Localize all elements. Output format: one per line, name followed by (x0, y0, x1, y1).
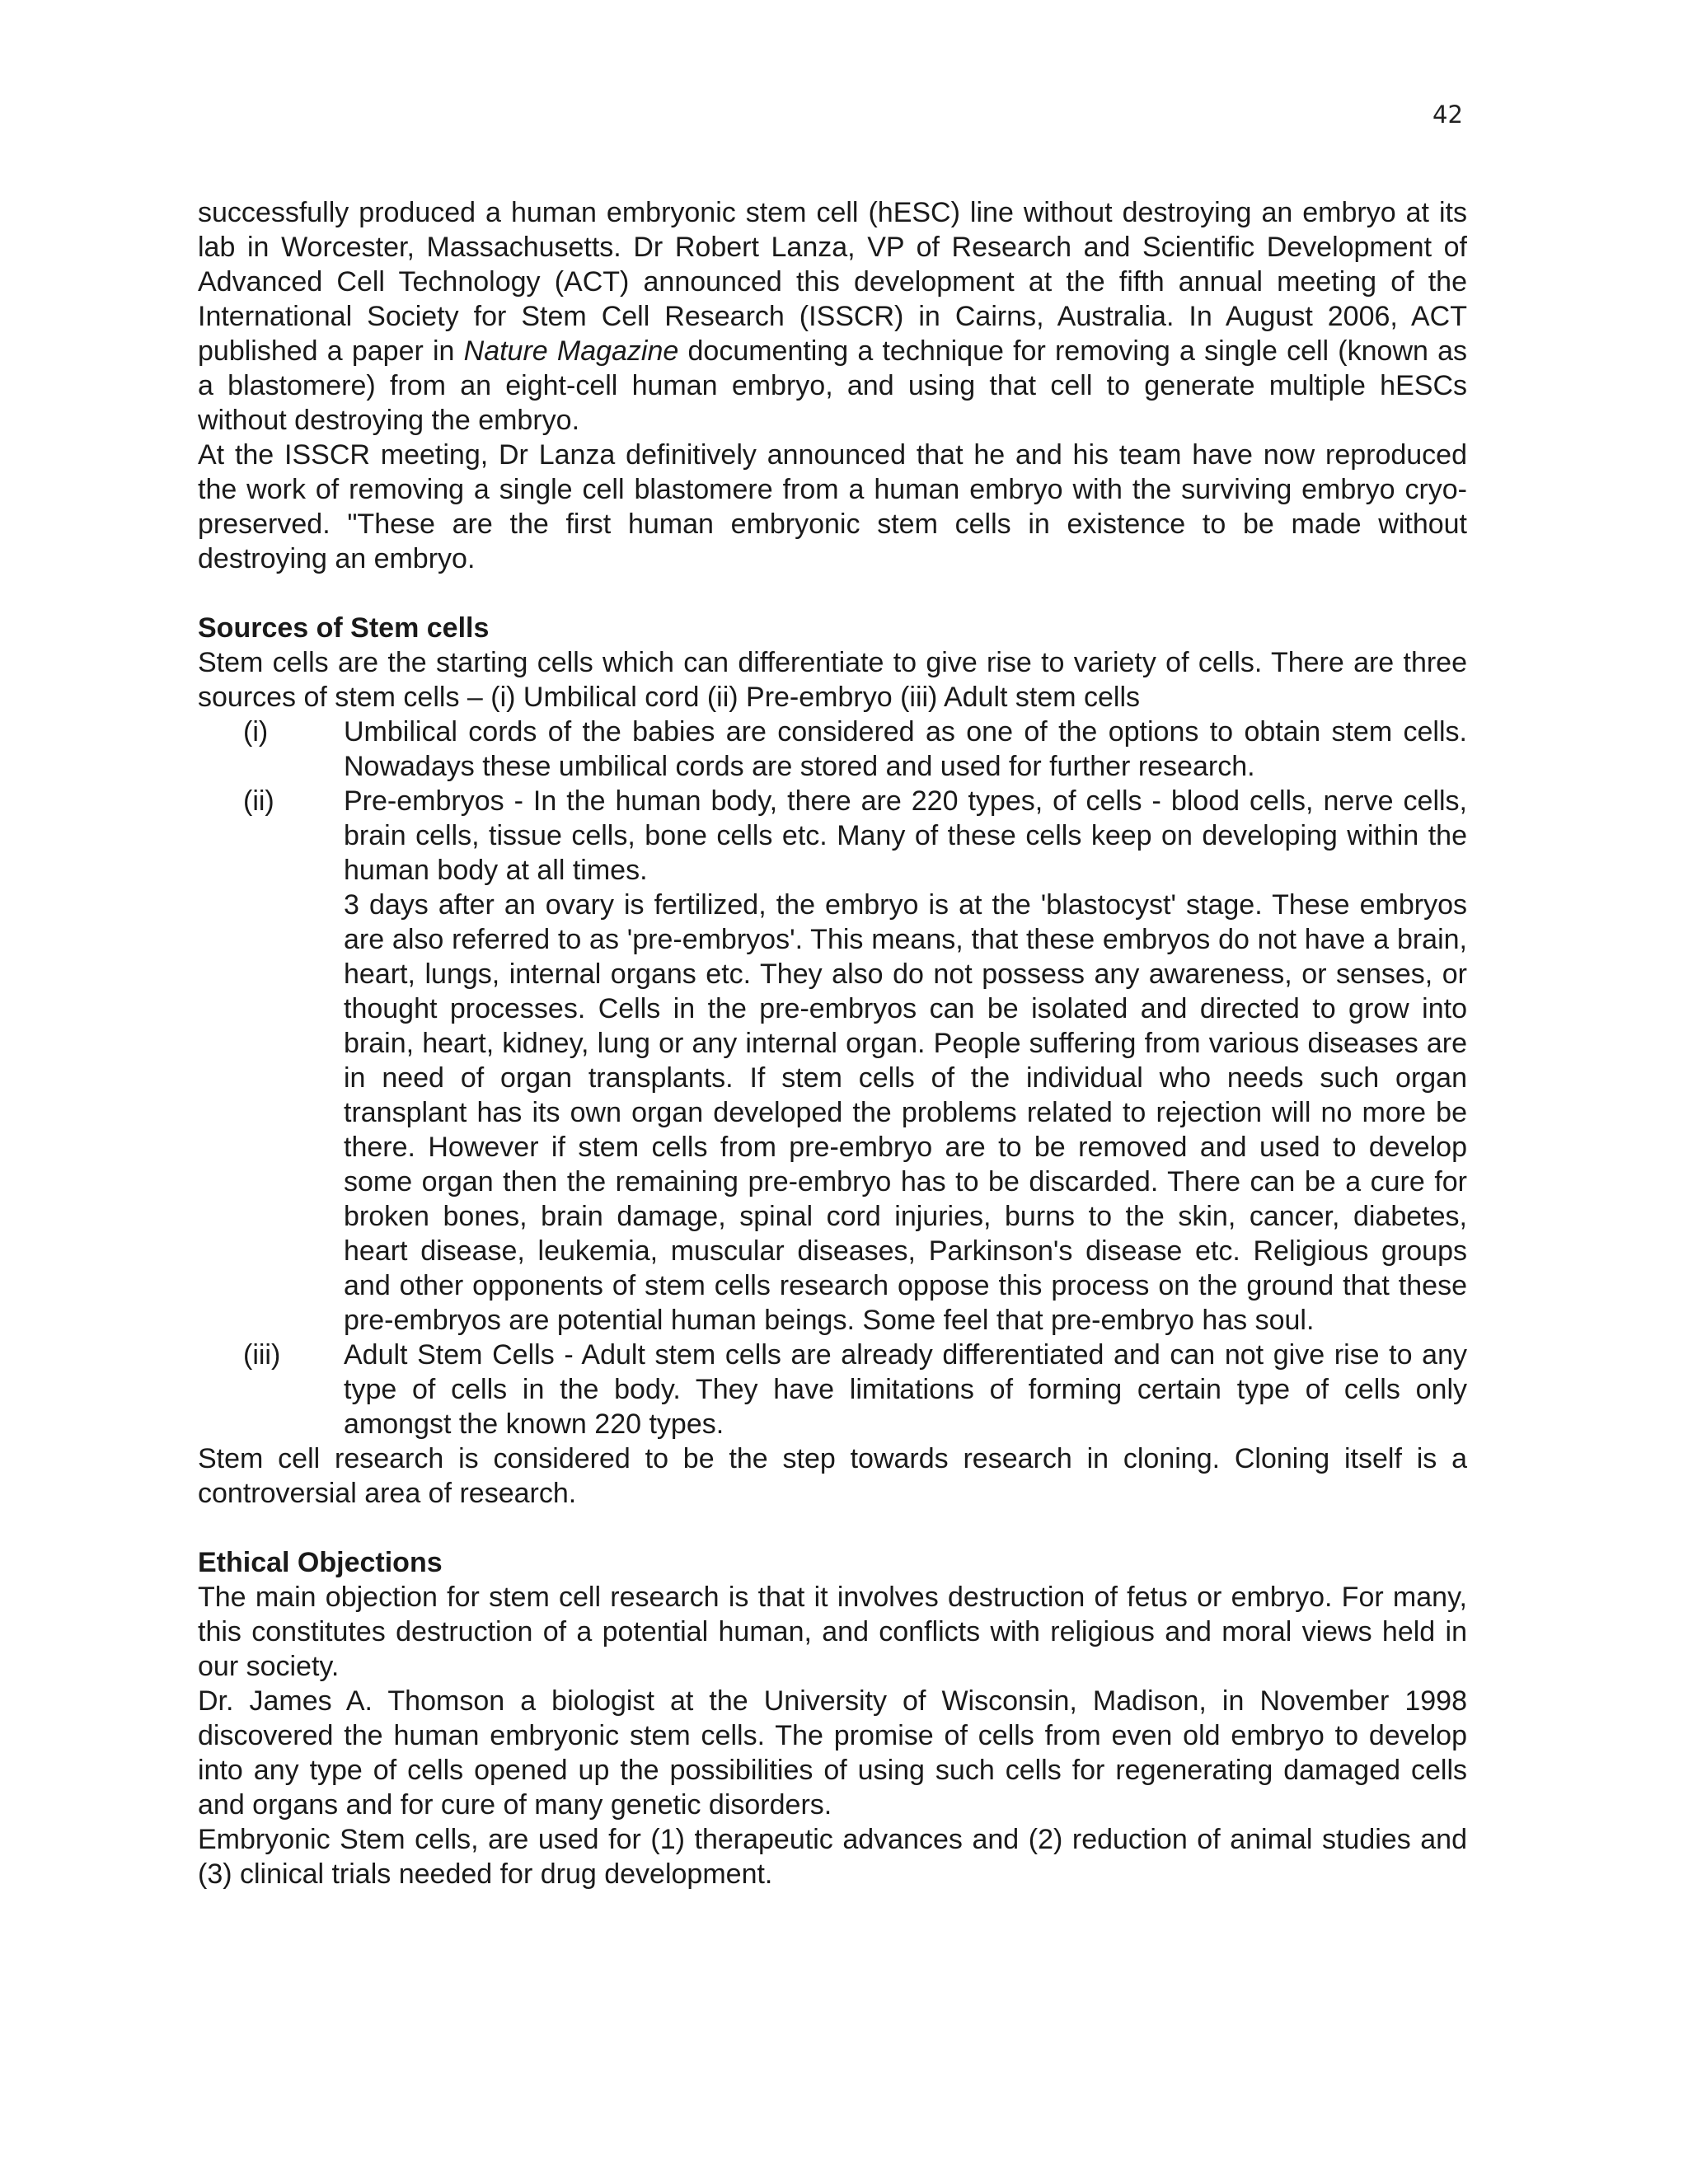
sources-intro: Stem cells are the starting cells which can differentiate to give rise to variety of cells. There are three sources of stem cells – (i) Umbilical cord (ii) Pre-embryo (iii) Adult stem cells (198, 647, 1467, 713)
sources-closing: Stem cell research is considered to be the step towards research in cloning. Cloning itself is a controversial area of research. (198, 1443, 1467, 1509)
list-item-text: Adult Stem Cells - Adult stem cells are already differentiated and can not give rise to any type of cells in the body. They have limitations of forming certain type of cells only amongst the known 220 types. (344, 1339, 1467, 1440)
list-item (198, 715, 1467, 784)
list-item (198, 784, 1467, 1338)
list-item-subtext: 3 days after an ovary is fertilized, the embryo is at the 'blastocyst' stage. These embryos are also referred to as 'pre-embryos'. This means, that these embryos do not have a brain, heart, lungs, internal organs etc. They also do not possess any awareness, or senses, or thought processes. Cells in the pre-embryos can be isolated and directed to grow into brain, heart, kidney, lung or any internal organ. People suffering from various diseases are in need of organ transplants. If stem cells of the individual who needs such organ transplant has its own organ developed the problems related to rejection will no more be there. However if stem cells from pre-embryo are to be removed and used to develop some organ then the remaining pre-embryo has to be discarded. There can be a cure for broken bones, brain damage, spinal cord injuries, burns to the skin, cancer, diabetes, heart disease, leukemia, muscular diseases, Parkinson's disease etc. Religious groups and other opponents of stem cells research oppose this process on the ground that these pre-embryos are potential human beings. Some feel that pre-embryo has soul. (344, 889, 1467, 1336)
list-marker: (i) (243, 716, 269, 748)
document-body (198, 195, 1467, 1891)
list-marker: (iii) (243, 1339, 281, 1371)
sources-list (198, 715, 1467, 1441)
ethics-paragraph-3: Embryonic Stem cells, are used for (1) therapeutic advances and (2) reduction of animal studies and (3) clinical trials needed for drug development. (198, 1824, 1467, 1890)
ethics-paragraph-1: The main objection for stem cell research is that it involves destruction of fetus or embryo. For many, this constitutes destruction of a potential human, and conflicts with religious and moral views held in our society. (198, 1582, 1467, 1682)
intro-paragraph-1-start: successfully produced a human embryonic stem cell (hESC) line without destroying an embryo at its lab in Worcester, Massachusetts. Dr Robert Lanza, VP of Research and Scientific Development of Advanced Cell Technology (ACT) announced this development at the fifth annual meeting of the International Society for Stem Cell Research (ISSCR) in Cairns, Australia. In August 2006, ACT published a paper in (198, 197, 1467, 367)
list-item (198, 1338, 1467, 1441)
intro-paragraph-1 (198, 195, 1467, 438)
section-heading-sources: Sources of Stem cells (198, 612, 490, 644)
intro-paragraph-2: At the ISSCR meeting, Dr Lanza definitively announced that he and his team have now reproduced the work of removing a single cell blastomere from a human embryo with the surviving embryo cryo-preserved. "These are the first human embryonic stem cells in existence to be made without destroying an embryo. (198, 439, 1467, 574)
section-heading-ethics: Ethical Objections (198, 1547, 443, 1578)
list-item-text: Umbilical cords of the babies are considered as one of the options to obtain stem cells. Nowadays these umbilical cords are stored and used for further research. (344, 716, 1467, 782)
journal-name: Nature Magazine (463, 335, 679, 367)
spacer (198, 1511, 1467, 1545)
list-marker: (ii) (243, 785, 274, 817)
page-number: 42 (1432, 101, 1463, 129)
ethics-paragraph-2: Dr. James A. Thomson a biologist at the University of Wisconsin, Madison, in November 1998 discovered the human embryonic stem cells. The promise of cells from even old embryo to develop into any type of cells opened up the possibilities of using such cells for regenerating damaged cells and organs and for cure of many genetic disorders. (198, 1685, 1467, 1821)
intro-paragraph-1-end: documenting a technique for removing a single cell (known as a blastomere) from an eight-cell human embryo, and using that cell to generate multiple hESCs without destroying the embryo. (198, 335, 1467, 436)
spacer (198, 576, 1467, 611)
list-item-text: Pre-embryos - In the human body, there are 220 types, of cells - blood cells, nerve cells, brain cells, tissue cells, bone cells etc. Many of these cells keep on developing within the human body at all times. (344, 785, 1467, 886)
